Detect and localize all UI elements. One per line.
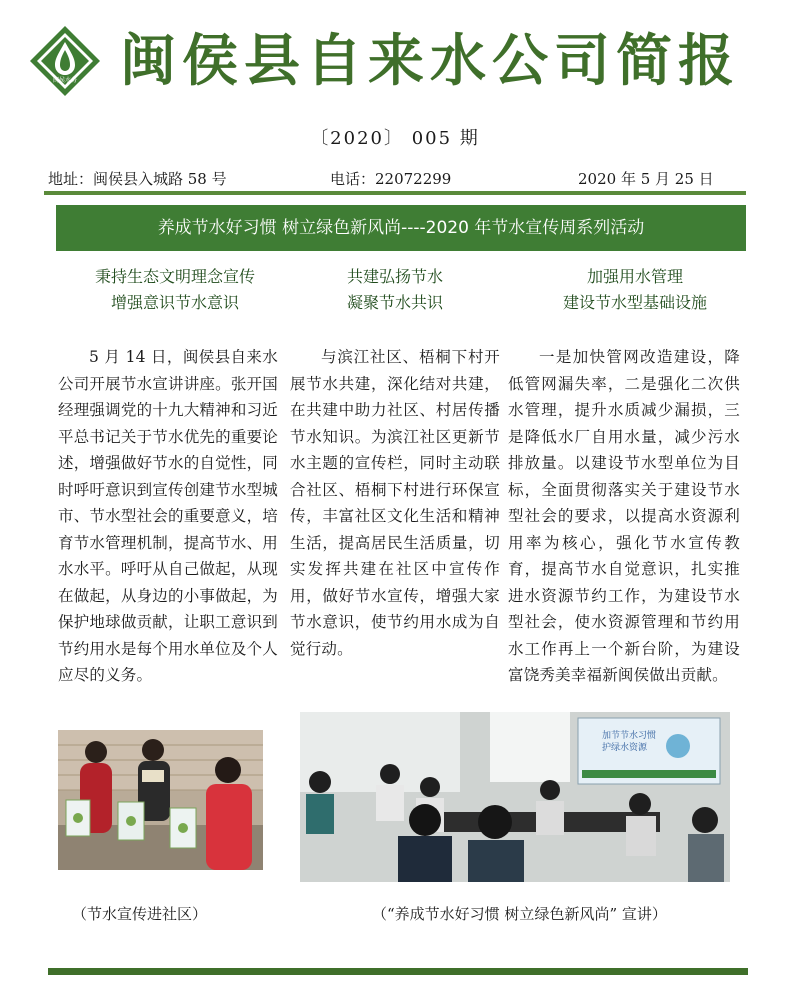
column-1-text: 5 月 14 日，闽侯县自来水公司开展节水宣讲讲座。张开国经理强调党的十九大精神和习近平总书记关于节水优先的重要论述，增强做好节水的自觉性，同时呼吁意识到宣传创建节水型城市、节水型社会的重要意义，培育节水管理机制，提高节水、用水水平。呼吁从自己做起，从现在做起，从身边的小事做起，为保护地球做贡献，让职工意识到节约用水是每个用水单位及个人应尽的义务。: [58, 348, 278, 684]
headline-banner: 养成节水好习惯 树立绿色新风尚----2020 年节水宣传周系列活动: [56, 205, 746, 251]
photo-community-outreach: [58, 730, 263, 870]
column-2-text: 与滨江社区、梧桐下村开展节水共建，深化结对共建，在共建中助力社区、村居传播节水知识。为滨江社区更新节水主题的宣传栏，同时主动联合社区、梧桐下村进行环保宣传，丰富社区文化生活和精神生活，提高居民生活质量，切实发挥共建在社区中宣传作用，做好节水宣传，增强大家节水意识，使节约用水成为自觉行动。: [290, 348, 500, 658]
subheading-2-line1: 共建弘扬节水: [346, 267, 443, 286]
issue-number: 〔2020〕 005 期: [310, 128, 480, 149]
svg-text:闽侯水务: 闽侯水务: [52, 77, 78, 84]
address: 地址：闽侯县入城路 58 号: [48, 170, 227, 188]
screen-title-line2: 护绿水资源: [602, 743, 648, 753]
caption-lecture: （“养成节水好习惯 树立绿色新风尚” 宣讲）: [372, 905, 667, 923]
phone: 电话：22072299: [330, 170, 452, 188]
issue-date: 2020 年 5 月 25 日: [578, 170, 714, 188]
column-3-text: 一是加快管网改造建设，降低管网漏失率，二是强化二次供水管理，提升水质减少漏损，三是降低水厂自用水量，减少污水排放量。以建设节水型单位为目标，全面贯彻落实关于建设节水型社会的要求，以提高水资源利用率为核心，强化节水宣传教育，提高节水自觉意识，扎实推进水资源节约工作，为建设节水型社会，使水资源管理和节约用水工作再上一个新台阶，为建设富饶秀美幸福新闽侯做出贡献。: [508, 348, 740, 684]
header-divider: [44, 191, 746, 195]
footer-divider: [48, 968, 748, 975]
newsletter-title: 闽侯县自来水公司简报: [120, 28, 740, 94]
subheading-1: [60, 264, 290, 316]
subheading-1-line2: 增强意识节水意识: [110, 293, 239, 312]
subheading-3-line1: 加强用水管理: [586, 267, 683, 286]
article-column-3: [508, 344, 740, 689]
subheading-3-line2: 建设节水型基础设施: [562, 293, 707, 312]
company-logo: [28, 24, 102, 98]
caption-community-outreach: （节水宣传进社区）: [72, 905, 208, 923]
subheading-2-line2: 凝聚节水共识: [346, 293, 443, 312]
subheading-3: [510, 264, 760, 316]
screen-title-line1: 加节节水习惯: [602, 731, 657, 741]
article-column-2: [290, 344, 500, 662]
subheading-2: [300, 264, 490, 316]
subheading-1-line1: 秉持生态文明理念宣传: [94, 267, 255, 286]
water-drop-diamond-icon: [28, 24, 102, 98]
photo-water-saving-lecture: [300, 712, 730, 882]
article-column-1: [58, 344, 278, 689]
